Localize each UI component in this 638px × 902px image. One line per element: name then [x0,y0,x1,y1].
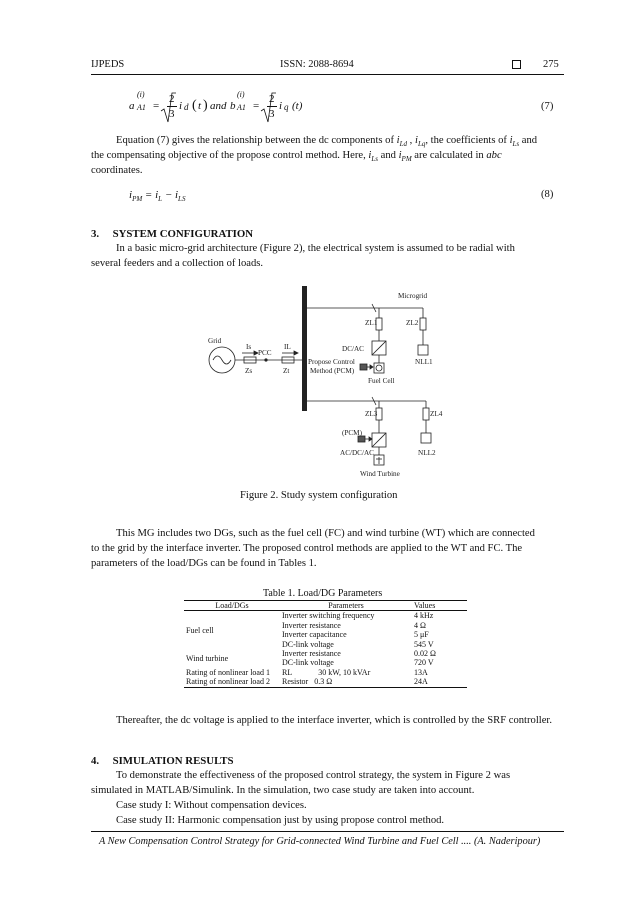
square-icon [512,60,521,69]
dcac-label: DC/AC [342,345,364,353]
table-cell: 4 Ω [414,620,426,630]
zl1-label: ZL1 [365,319,378,327]
equation-8: $i_{PM} = i_L - i_{LS}$ [129,189,186,204]
table-cell: Rating of nonlinear load 1 [186,667,270,677]
table-cell: Inverter resistance [282,649,341,659]
fuel-cell-icon [374,363,384,373]
table-cell: 0.02 Ω [414,649,436,659]
microgrid-label: Microgrid [398,292,428,300]
table-cell: Rating of nonlinear load 2 [186,677,270,687]
page-number: 275 [543,59,559,70]
para3: Thereafter, the dc voltage is applied to the interface inverter, which is controlled by the SRF controller. [116,715,552,726]
table-cell: RL 30 kW, 10 kVAr [282,667,371,677]
para2-line1: This MG includes two DGs, such as the fuel cell (FC) and wind turbine (WT) which are connected [116,528,535,539]
table-header: Parameters [328,601,364,610]
table-row [184,611,467,620]
acdcac-label: AC/DC/AC [340,449,374,457]
figure-caption: Figure 2. Study system configuration [240,490,398,501]
zl2-impedance [420,318,426,330]
grid-label: Grid [208,337,222,345]
nll2-load-icon [421,433,431,443]
table-cell: 4 kHz [414,611,434,621]
wind-turbine-label: Wind Turbine [360,470,400,478]
zl4-label: ZL4 [430,410,443,418]
table-1 [184,600,467,688]
pcm1-block [360,364,367,370]
para1-line2: the compensating objective of the propose control method. Here, $i_{Ls}$ and $i_{PM}$ are calculated in abc [91,150,502,164]
table-caption: Table 1. Load/DG Parameters [263,588,383,599]
nll1-load-icon [418,345,428,355]
equation-7: a (i) A1 = 2 3 i d ( t ) and b (i) A1 = 2 3 i q (t) [129,93,329,127]
table-row [184,677,467,686]
zl2-label: ZL2 [406,319,419,327]
section-3-title: 3. SYSTEM CONFIGURATION [91,228,254,240]
table-cell: DC-link voltage [282,639,334,649]
table-cell: Wind turbine [186,653,229,663]
case-study-1: Case study I: Without compensation devices. [116,800,307,811]
table-row [184,649,467,658]
table-cell: 720 V [414,658,434,668]
section-4-line2: simulated in MATLAB/Simulink. In the simulation, two case study are taken into account. [91,785,475,796]
table-cell: 545 V [414,639,434,649]
equation-7-number: (7) [541,101,554,112]
journal-name: IJPEDS [91,59,125,70]
is-label: Is [246,343,252,351]
system-diagram [200,283,490,483]
table-header: Load/DGs [215,601,249,610]
section-3-line2: several feeders and a collection of loads. [91,258,264,269]
table-cell: 5 μF [414,630,429,640]
zl4-impedance [423,408,429,420]
fuel-cell-label: Fuel Cell [368,377,395,385]
table-header: Values [414,601,436,610]
pcm2-label: (PCM) [342,429,362,437]
table-cell: Inverter resistance [282,620,341,630]
para1-line3: coordinates. [91,165,143,176]
pcc-label: PCC [258,349,272,357]
pcm-label-line2: Method (PCM) [310,367,355,375]
zs-label: Zs [245,367,253,375]
table-cell: Inverter switching frequency [282,611,375,621]
case-study-2: Case study II: Harmonic compensation just by using propose control method. [116,815,445,826]
para2-line3: parameters of the load/DGs can be found in Tables 1. [91,558,317,569]
zt-label: Zt [283,367,290,375]
para2-line2: to the grid by the interface inverter. The proposed control methods are applied to the WT and FC. The [91,543,523,554]
footer-rule [91,831,564,832]
main-bus [302,286,307,411]
table-row [184,668,467,677]
issn: ISSN: 2088-8694 [280,59,354,70]
table-cell: Resistor 0.3 Ω [282,677,333,687]
section-3-line1: In a basic micro-grid architecture (Figure 2), the electrical system is assumed to be radial with [116,243,515,254]
equation-8-number: (8) [541,189,554,200]
table-cell: Fuel cell [186,625,214,635]
zl3-label: ZL3 [365,410,378,418]
table-cell: 24A [414,677,428,687]
table-cell: Inverter capacitance [282,630,347,640]
table-header-row [184,601,467,610]
section-4-line1: To demonstrate the effectiveness of the proposed control strategy, the system in Figure 2 was [116,770,511,781]
header-rule [91,74,564,75]
il-label: IL [284,343,291,351]
running-footer: A New Compensation Control Strategy for Grid-connected Wind Turbine and Fuel Cell .... (A. Naderipour) [99,836,541,847]
table-cell: DC-link voltage [282,658,334,668]
pcm-label-line1: Propose Control [308,358,355,366]
table-cell: 13A [414,667,428,677]
nll2-label: NLL2 [418,449,436,457]
section-4-title: 4. SIMULATION RESULTS [91,755,234,767]
nll1-label: NLL1 [415,358,433,366]
para1-line1: Equation (7) gives the relationship between the dc components of $i_{Ld}$ , $i_{Lq}$, the coefficients of $i_{Ls}$ and [116,135,538,149]
